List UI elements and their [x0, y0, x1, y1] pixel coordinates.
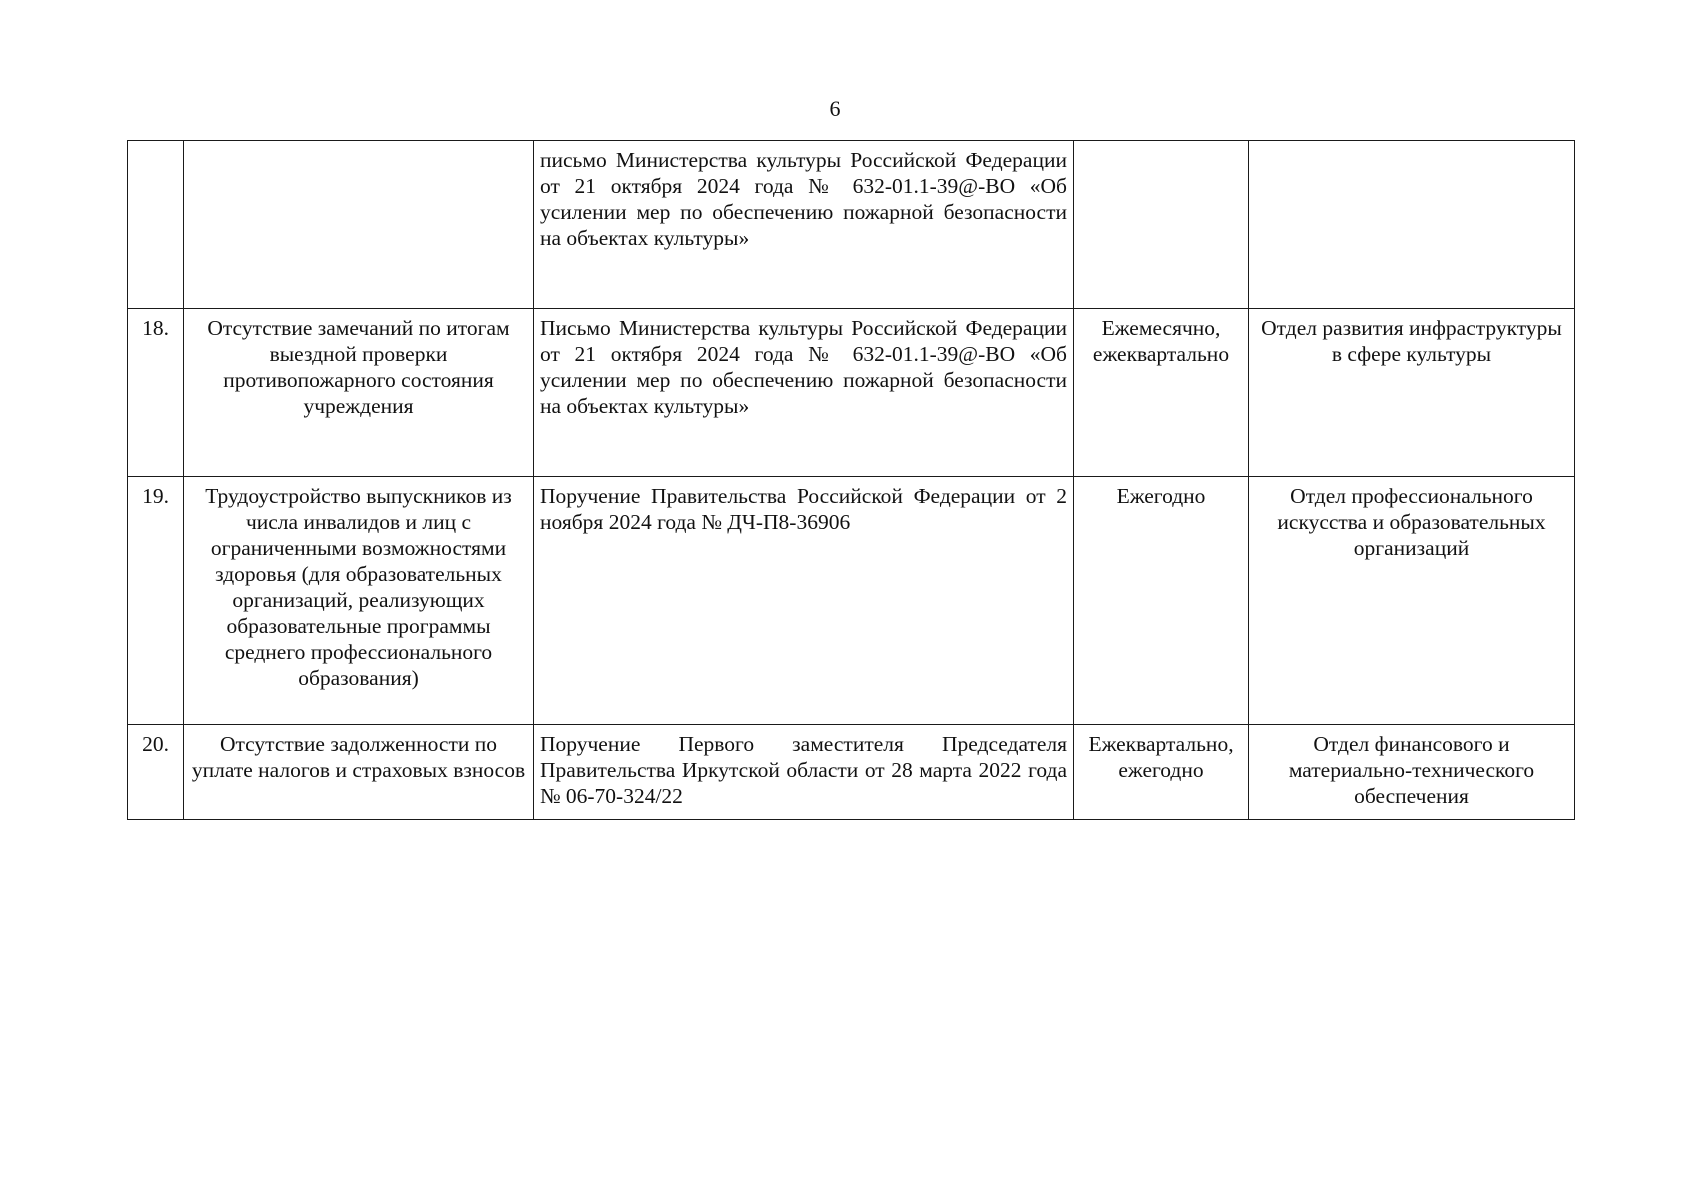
periodicity-cell: [1074, 141, 1249, 309]
indicator-cell: Отсутствие замечаний по итогам выездной проверки противопожарного состояния учреждения: [184, 309, 534, 477]
row-number: 19.: [128, 477, 184, 725]
table-row: [128, 477, 1575, 725]
row-number: [128, 141, 184, 309]
page-number: 6: [829, 96, 841, 121]
indicator-cell: Отсутствие задолженности по уплате налогов и страховых взносов: [184, 725, 534, 820]
basis-cell: Письмо Министерства культуры Российской Федерации от 21 октября 2024 года № 632-01.1-39@-ВО «Об усилении мер по обеспечению пожарной безопасности на объектах культуры»: [534, 309, 1074, 477]
table-row: [128, 725, 1575, 820]
table-row: [128, 309, 1575, 477]
indicators-table: [127, 140, 1575, 820]
department-cell: [1249, 141, 1575, 309]
basis-cell: Поручение Правительства Российской Федерации от 2 ноября 2024 года № ДЧ-П8-36906: [534, 477, 1074, 725]
periodicity-cell: Ежеквартально, ежегодно: [1074, 725, 1249, 820]
indicator-cell: Трудоустройство выпускников из числа инвалидов и лиц с ограниченными возможностями здоровья (для образовательных организаций, реализующих образовательные программы среднего профессионального образования): [184, 477, 534, 725]
department-cell: Отдел развития инфраструктуры в сфере культуры: [1249, 309, 1575, 477]
basis-cell: письмо Министерства культуры Российской Федерации от 21 октября 2024 года № 632-01.1-39@-ВО «Об усилении мер по обеспечению пожарной безопасности на объектах культуры»: [534, 141, 1074, 309]
table-row: [128, 141, 1575, 309]
department-cell: Отдел профессионального искусства и образовательных организаций: [1249, 477, 1575, 725]
department-cell: Отдел финансового и материально-технического обеспечения: [1249, 725, 1575, 820]
row-number: 18.: [128, 309, 184, 477]
basis-cell: Поручение Первого заместителя Председателя Правительства Иркутской области от 28 марта 2022 года № 06-70-324/22: [534, 725, 1074, 820]
periodicity-cell: Ежегодно: [1074, 477, 1249, 725]
row-number: 20.: [128, 725, 184, 820]
indicator-cell: [184, 141, 534, 309]
periodicity-cell: Ежемесячно, ежеквартально: [1074, 309, 1249, 477]
